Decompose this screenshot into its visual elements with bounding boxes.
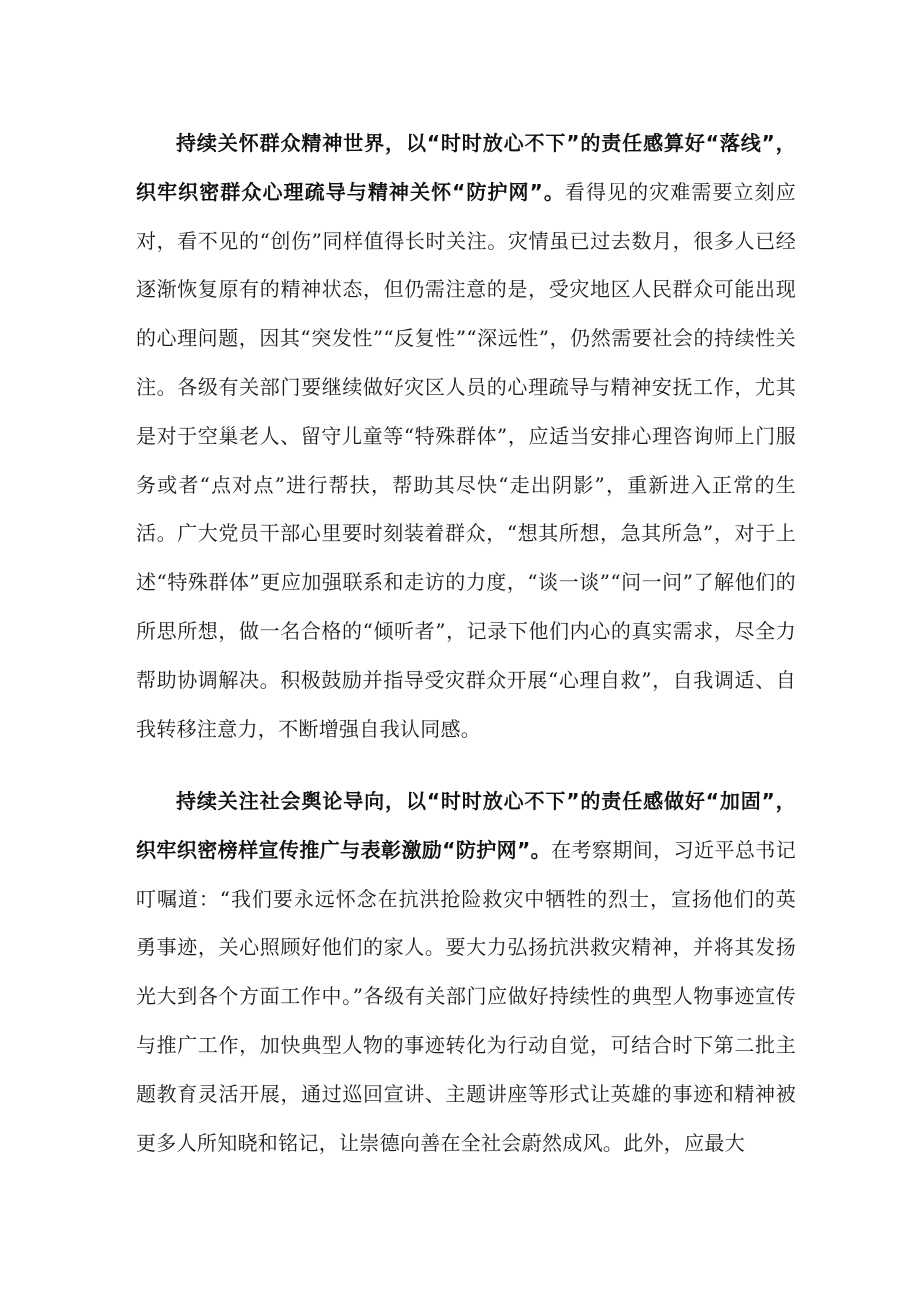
paragraph-lead-heading: 持续关怀群众精神世界，以“时时放心不下”的责任感算好“落线”，织牢织密群众心理疏导与精神关怀“防护网”。 [136,131,796,204]
paragraph-lead-heading: 持续关注社会舆论导向，以“时时放心不下”的责任感做好“加固”，织牢织密榜样宣传推广与表彰激励“防护网”。 [136,789,796,862]
paragraph-body-text: 看得见的灾难需要立刻应对，看不见的“创伤”同样值得长时关注。灾情虽已过去数月，很多人已经逐渐恢复原有的精神状态，但仍需注意的是，受灾地区人民群众可能出现的心理问题，因其“突发性”“反复性”“深远性”，仍然需要社会的持续性关注。各级有关部门要继续做好灾区人员的心理疏导与精神安抚工作，尤其是对于空巢老人、留守儿童等“特殊群体”，应适当安排心理咨询师上门服务或者“点对点”进行帮扶，帮助其尽快“走出阴影”，重新进入正常的生活。广大党员干部心里要时刻装着群众，“想其所想，急其所急”，对于上述“特殊群体”更应加强联系和走访的力度，“谈一谈”“问一问”了解他们的所思所想，做一名合格的“倾听者”，记录下他们内心的真实需求，尽全力帮助协调解决。积极鼓励并指导受灾群众开展“心理自救”，自我调适、自我转移注意力，不断增强自我认同感。 [136,179,796,741]
paragraph-public-opinion [136,777,796,1167]
paragraph-body-text: 在考察期间，习近平总书记叮嘱道：“我们要永远怀念在抗洪抢险救灾中牺牲的烈士，宣扬他们的英勇事迹，关心照顾好他们的家人。要大力弘扬抗洪救灾精神，并将其发扬光大到各个方面工作中。”各级有关部门应做好持续性的典型人物事迹宣传与推广工作，加快典型人物的事迹转化为行动自觉，可结合时下第二批主题教育灵活开展，通过巡回宣讲、主题讲座等形式让英雄的事迹和精神被更多人所知晓和铭记，让崇德向善在全社会蔚然成风。此外，应最大 [136,837,796,1155]
paragraph-mental-care [136,119,796,753]
